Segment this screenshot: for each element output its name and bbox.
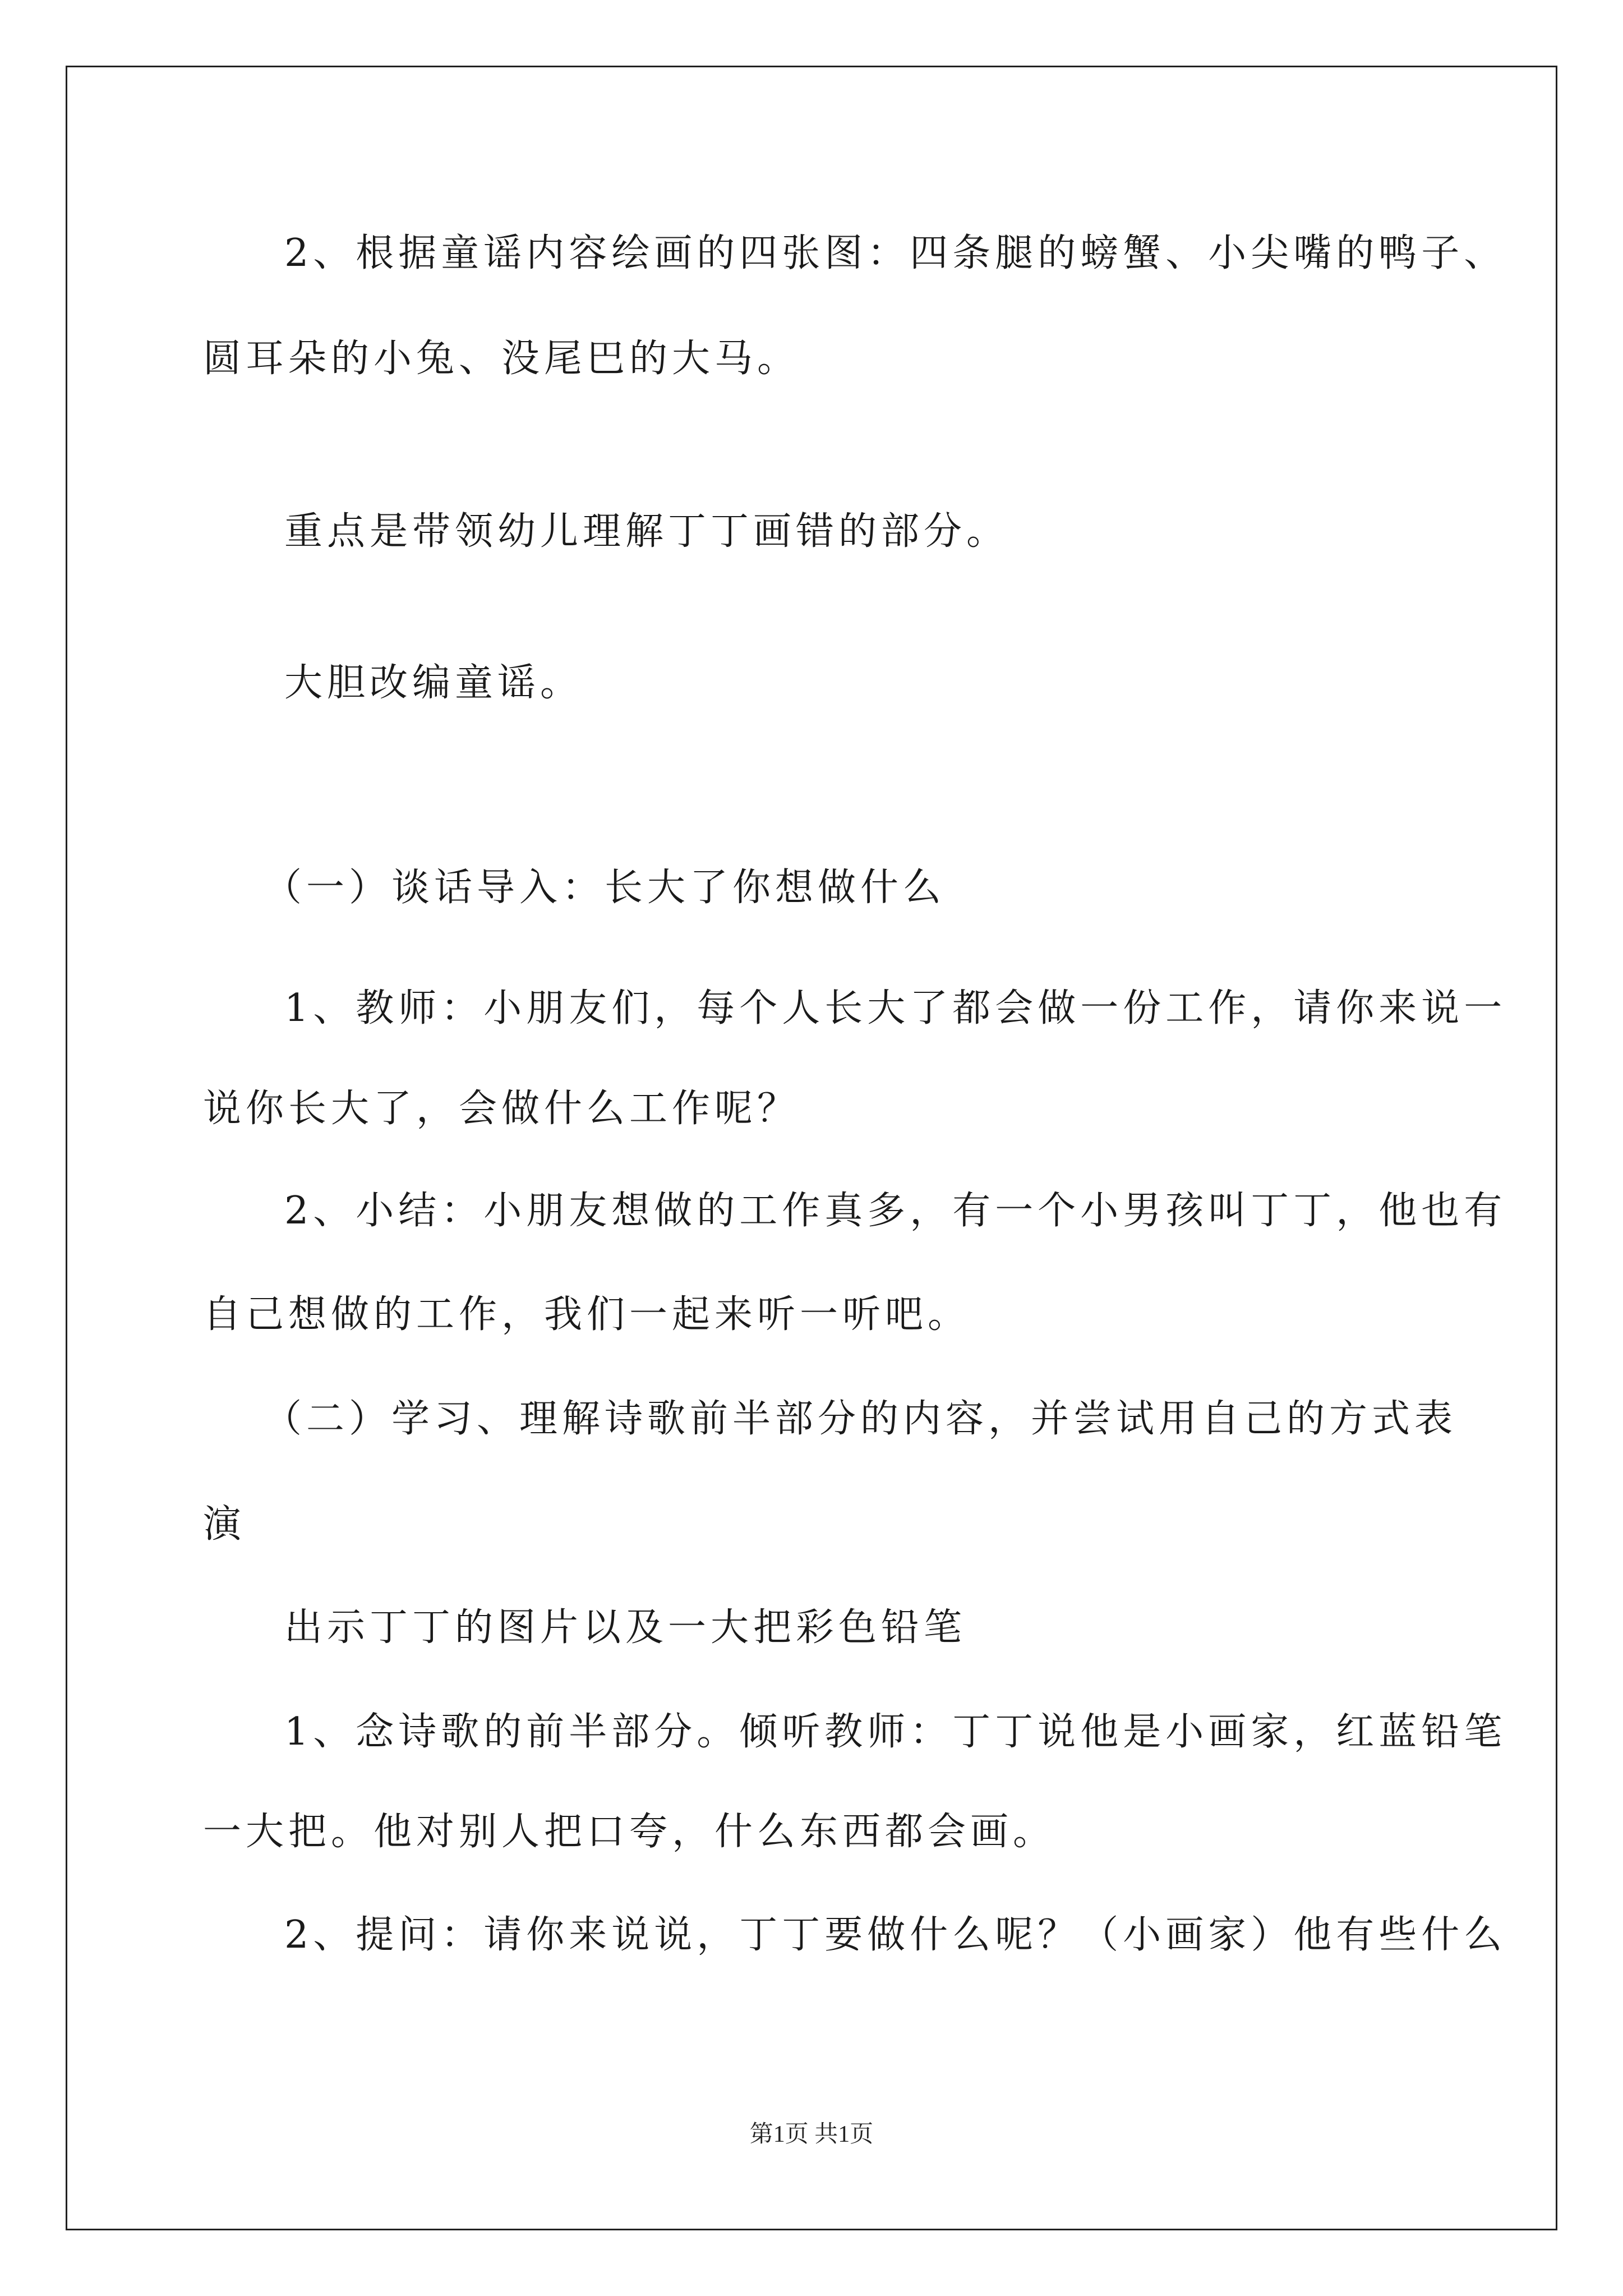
paragraph-line: 说你长大了，会做什么工作呢？	[203, 1087, 800, 1131]
paragraph-line: 演	[203, 1502, 246, 1547]
page-border	[66, 66, 1557, 2230]
page-footer: 第1页 共1页	[749, 2122, 874, 2147]
paragraph-line: 2、提问：请你来说说，丁丁要做什么呢？（小画家）他有些什么	[284, 1913, 1507, 1957]
paragraph-line: 一大把。他对别人把口夸，什么东西都会画。	[203, 1810, 1056, 1854]
paragraph-line: 1、念诗歌的前半部分。倾听教师：丁丁说他是小画家，红蓝铅笔	[284, 1710, 1507, 1754]
paragraph-line: 出示丁丁的图片以及一大把彩色铅笔	[284, 1605, 967, 1650]
paragraph-line: 2、根据童谣内容绘画的四张图：四条腿的螃蟹、小尖嘴的鸭子、	[284, 231, 1507, 275]
paragraph-line: 大胆改编童谣。	[284, 661, 583, 705]
section-heading: （一）谈话导入：长大了你想做什么	[264, 866, 946, 910]
section-heading: （二）学习、理解诗歌前半部分的内容，并尝试用自己的方式表	[264, 1397, 1458, 1441]
paragraph-line: 1、教师：小朋友们，每个人长大了都会做一份工作，请你来说一	[284, 986, 1507, 1030]
paragraph-line: 圆耳朵的小兔、没尾巴的大马。	[203, 337, 800, 381]
paragraph-line: 2、小结：小朋友想做的工作真多，有一个小男孩叫丁丁，他也有	[284, 1189, 1507, 1233]
paragraph-line: 自己想做的工作，我们一起来听一听吧。	[203, 1292, 971, 1337]
paragraph-line: 重点是带领幼儿理解丁丁画错的部分。	[284, 509, 1009, 554]
